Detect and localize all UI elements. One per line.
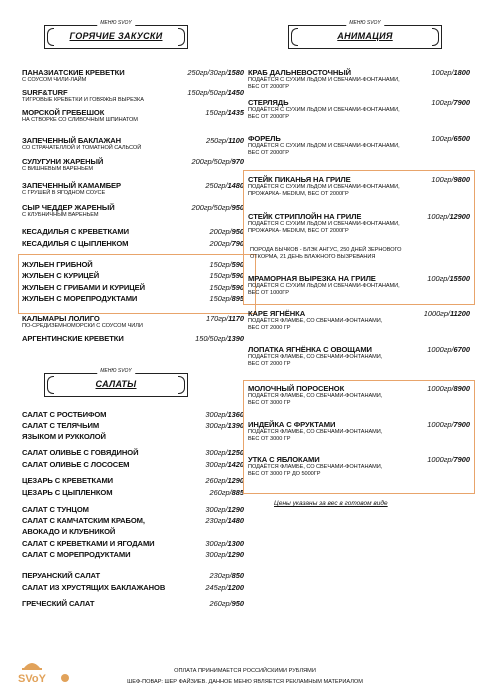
item-price-value: 1290	[227, 550, 244, 559]
item-price-value: 950	[231, 203, 244, 212]
menu-item	[22, 68, 244, 84]
item-price-value: 1480	[227, 181, 244, 190]
item-name: ЯЗЫКОМ И РУККОЛОЙ	[22, 432, 106, 441]
item-name: ЗАПЕЧЕННЫЙ БАКЛАЖАН	[22, 136, 122, 145]
item-price	[210, 239, 244, 248]
menu-item	[22, 157, 244, 173]
item-weight: 100гр/	[431, 68, 454, 77]
item-price-value: 7900	[453, 98, 470, 107]
item-note: ПОДАЁТСЯ ФЛАМБЕ, СО СВЕЧАМИ-ФОНТАНАМИ,	[248, 318, 383, 324]
item-weight: 260гр/	[205, 476, 228, 485]
item-name: SURF&TURF	[22, 88, 68, 97]
menu-item	[22, 410, 244, 419]
item-weight: 1000гр/	[423, 309, 450, 318]
item-name: КРАБ ДАЛЬНЕВОСТОЧНЫЙ	[248, 68, 351, 77]
item-note: ВЕС ОТ 2000ГР	[248, 150, 289, 156]
menu-item	[22, 108, 244, 124]
item-price-value: 7900	[453, 420, 470, 429]
item-weight: 100гр/	[427, 274, 450, 283]
item-price-value: 885	[231, 488, 244, 497]
item-price-value: 1290	[227, 505, 244, 514]
item-price	[205, 476, 244, 485]
item-name: ЗАПЕЧЕННЫЙ КАМАМБЕР	[22, 181, 121, 190]
item-price-value: 1580	[227, 68, 244, 77]
item-name: САЛАТ С ТУНЦОМ	[22, 505, 89, 514]
item-name: КАРЕ ЯГНЁНКА	[248, 309, 306, 318]
item-price	[195, 334, 244, 343]
item-weight: 230гр/	[205, 516, 228, 525]
menu-item	[22, 516, 244, 525]
item-name: СТЕЙК СТРИПЛОЙН НА ГРИЛЕ	[248, 212, 362, 221]
svg-text:SVoY: SVoY	[18, 673, 46, 685]
footer-payment: ОПЛАТА ПРИНИМАЕТСЯ РОССИЙСКИМИ РУБЛЯМИ	[174, 668, 316, 674]
menu-item	[22, 527, 244, 536]
item-price	[210, 227, 244, 236]
item-price-value: 790	[231, 239, 244, 248]
menu-item	[22, 181, 244, 197]
item-price	[205, 539, 244, 548]
item-price	[205, 516, 244, 525]
item-name: САЛАТ ОЛИВЬЕ С ГОВЯДИНОЙ	[22, 448, 139, 457]
item-weight: 260гр/	[209, 488, 232, 497]
item-note: ПОДАЁТСЯ С СУХИМ ЛЬДОМ И СВЕЧАМИ-ФОНТАНАМИ,	[248, 184, 400, 190]
item-name: МРАМОРНАЯ ВЫРЕЗКА НА ГРИЛЕ	[248, 274, 376, 283]
item-name: ЖУЛЬЕН ГРИБНОЙ	[22, 260, 93, 269]
item-name: ЛОПАТКА ЯГНЁНКА С ОВОЩАМИ	[248, 345, 372, 354]
item-note: ВЕС ОТ 1000ГР	[248, 290, 289, 296]
item-price-value: 1200	[227, 583, 244, 592]
item-name: АРГЕНТИНСКИЕ КРЕВЕТКИ	[22, 334, 124, 343]
item-price-value: 1450	[227, 88, 244, 97]
menu-item	[248, 134, 470, 157]
menu-item	[22, 334, 244, 343]
item-price	[205, 410, 244, 419]
item-weight: 100гр/	[431, 98, 454, 107]
item-price-value: 1300	[227, 539, 244, 548]
poultry-highlight-box	[243, 380, 475, 494]
item-note: ТИГРОВЫЕ КРЕВЕТКИ И ГОВЯЖЬЯ ВЫРЕЗКА	[22, 97, 144, 103]
item-price	[206, 314, 244, 323]
menu-item	[22, 488, 244, 497]
item-price	[210, 488, 244, 497]
menu-item	[22, 550, 244, 559]
item-weight: 1000гр/	[427, 455, 454, 464]
item-price-value: 7900	[453, 455, 470, 464]
item-weight: 250гр/30гр/	[187, 68, 228, 77]
item-name: ЖУЛЬЕН С КУРИЦЕЙ	[22, 271, 100, 280]
item-weight: 1000гр/	[427, 384, 454, 393]
menu-item	[22, 136, 244, 152]
item-price	[205, 505, 244, 514]
item-price-value: 1800	[453, 68, 470, 77]
item-price	[431, 134, 470, 143]
julienne-highlight-box	[18, 254, 256, 314]
menu-item	[22, 583, 244, 592]
item-name: САЛАТ С КАМЧАТСКИМ КРАБОМ,	[22, 516, 145, 525]
item-price	[205, 583, 244, 592]
breed-note-line: ОТКОРМА, 21 ДЕНЬ ВЛАЖНОГО ВЫЗРЕВАНИЯ	[250, 254, 376, 260]
footer-chef: ШЕФ-ПОВАР: ШЕР ФАЙЗИЕВ. ДАННОЕ МЕНЮ ЯВЛЯЕТСЯ РЕКЛАМНЫМ МАТЕРИАЛОМ	[127, 679, 363, 685]
item-note: С ГРУШЕЙ В ЯГОДНОМ СОУСЕ	[22, 190, 106, 196]
item-price-value: 1390	[227, 421, 244, 430]
item-note: ПОДАЁТСЯ С СУХИМ ЛЬДОМ И СВЕЧАМИ-ФОНТАНАМИ,	[248, 283, 400, 289]
breed-note	[250, 247, 470, 261]
item-price	[206, 136, 244, 145]
item-note: НА СТВОРКЕ СО СЛИВОЧНЫМ ШПИНАТОМ	[22, 117, 138, 123]
section-logo: МЕНЮ SVOY	[97, 368, 135, 374]
item-price-value: 8900	[453, 384, 470, 393]
item-weight: 300гр/	[205, 550, 228, 559]
item-price	[191, 157, 244, 166]
item-weight: 100гр/	[431, 175, 454, 184]
item-price	[205, 460, 244, 469]
breed-note-line: ПОРОДА БЫЧКОВ - БЛЭК АНГУС, 250 ДНЕЙ ЗЕРНОВОГО	[250, 247, 402, 253]
steak-highlight-box	[243, 170, 475, 305]
item-note: ВЕС ОТ 2000ГР	[248, 114, 289, 120]
section-header-hot	[44, 20, 188, 49]
item-note: ПО-СРЕДИЗЕМНОМОРСКИ С СОУСОМ ЧИЛИ	[22, 323, 143, 329]
item-weight: 150гр/50гр/	[187, 88, 228, 97]
item-price-value: 590	[231, 283, 244, 292]
menu-item	[248, 68, 470, 91]
menu-item	[22, 599, 244, 608]
item-weight: 300гр/	[205, 421, 228, 430]
item-note: ВЕС ОТ 2000ГР	[248, 84, 289, 90]
item-weight: 150гр/	[209, 260, 232, 269]
item-weight: 300гр/	[205, 448, 228, 457]
item-weight: 150/50гр/	[195, 334, 228, 343]
item-weight: 150гр/	[209, 294, 232, 303]
item-price-value: 1100	[228, 136, 244, 145]
menu-item	[22, 314, 244, 330]
item-weight: 100гр/	[431, 134, 454, 143]
item-name: ПЕРУАНСКИЙ САЛАТ	[22, 571, 101, 580]
item-weight: 200гр/	[209, 239, 232, 248]
item-price-value: 590	[231, 260, 244, 269]
item-note: ПОДАЁТСЯ ФЛАМБЕ, СО СВЕЧАМИ-ФОНТАНАМИ,	[248, 464, 383, 470]
item-note: ПОДАЁТСЯ ФЛАМБЕ, СО СВЕЧАМИ-ФОНТАНАМИ,	[248, 354, 383, 360]
item-price	[424, 309, 470, 318]
item-price-value: 9800	[453, 175, 470, 184]
menu-item	[22, 203, 244, 219]
menu-item	[22, 571, 244, 580]
item-price	[187, 68, 244, 77]
item-weight: 260гр/	[209, 599, 232, 608]
item-name: ЦЕЗАРЬ С ЦЫПЛЕНКОМ	[22, 488, 113, 497]
item-weight: 250гр/	[205, 136, 229, 145]
item-weight: 300гр/	[205, 539, 228, 548]
item-price-value: 11200	[449, 309, 470, 318]
item-name: ЦЕЗАРЬ С КРЕВЕТКАМИ	[22, 476, 114, 485]
item-price-value: 590	[231, 271, 244, 280]
item-price-value: 970	[231, 157, 244, 166]
section-title: САЛАТЫ	[95, 379, 137, 389]
item-name: ФОРЕЛЬ	[248, 134, 281, 143]
item-name: САЛАТ ИЗ ХРУСТЯЩИХ БАКЛАЖАНОВ	[22, 583, 166, 592]
item-note: ПОДАЁТСЯ ФЛАМБЕ, СО СВЕЧАМИ-ФОНТАНАМИ,	[248, 393, 383, 399]
item-name: СТЕРЛЯДЬ	[248, 98, 289, 107]
item-note: С ВИШНЕВЫМ ВАРЕНЬЕМ	[22, 166, 94, 172]
item-weight: 300гр/	[205, 505, 228, 514]
item-name: ГРЕЧЕСКИЙ САЛАТ	[22, 599, 95, 608]
section-header-anim	[288, 20, 442, 49]
item-price-value: 6500	[453, 134, 470, 143]
section-title: АНИМАЦИЯ	[337, 31, 393, 41]
item-note: ВЕС ОТ 2000 ГР	[248, 325, 291, 331]
item-note: ПОДАЁТСЯ С СУХИМ ЛЬДОМ И СВЕЧАМИ-ФОНТАНАМИ,	[248, 143, 400, 149]
item-name: СЫР ЧЕДДЕР ЖАРЕНЫЙ	[22, 203, 115, 212]
item-note: ПРОЖАРКА- MEDIUM, ВЕС ОТ 2000ГР	[248, 228, 349, 234]
item-price-value: 1290	[227, 476, 244, 485]
item-price-value: 1435	[227, 108, 244, 117]
item-weight: 300гр/	[205, 410, 228, 419]
item-price-value: 895	[231, 294, 244, 303]
item-price-value: 950	[231, 599, 244, 608]
item-name: КЕСАДИЛЬЯ С ЦЫПЛЕНКОМ	[22, 239, 129, 248]
section-logo: МЕНЮ SVOY	[97, 20, 135, 26]
item-name: ЖУЛЬЕН С МОРЕПРОДУКТАМИ	[22, 294, 138, 303]
item-price	[205, 448, 244, 457]
item-price	[191, 203, 244, 212]
item-price	[205, 421, 244, 430]
menu-item	[248, 309, 470, 332]
item-name: СУЛУГУНИ ЖАРЕНЫЙ	[22, 157, 104, 166]
menu-item	[22, 227, 244, 236]
item-note: ВЕС ОТ 3000 ГР ДО 5000ГР	[248, 471, 321, 477]
item-weight: 300гр/	[205, 460, 228, 469]
item-price-value: 850	[231, 571, 244, 580]
section-logo: МЕНЮ SVOY	[346, 20, 384, 26]
item-name: САЛАТ ОЛИВЬЕ С ЛОСОСЕМ	[22, 460, 130, 469]
item-note: ПРОЖАРКА- MEDIUM, ВЕС ОТ 2000ГР	[248, 191, 349, 197]
menu-item	[22, 448, 244, 457]
item-name: УТКА С ЯБЛОКАМИ	[248, 455, 320, 464]
menu-item	[248, 345, 470, 368]
item-note: СО СТРАЧАТЕЛЛОЙ И ТОМАТНОЙ САЛЬСОЙ	[22, 145, 142, 151]
item-weight: 150гр/	[205, 108, 228, 117]
item-price-value: 6700	[453, 345, 470, 354]
item-weight: 100гр/	[427, 212, 450, 221]
menu-item	[22, 539, 244, 548]
price-note: Цены указаны за вес в готовом виде	[274, 500, 388, 507]
item-name: САЛАТ С МОРЕПРОДУКТАМИ	[22, 550, 131, 559]
item-price-value: 15500	[449, 274, 470, 283]
item-note: ПОДАЁТСЯ ФЛАМБЕ, СО СВЕЧАМИ-ФОНТАНАМИ,	[248, 429, 383, 435]
item-note: ВЕС ОТ 3000 ГР	[248, 436, 291, 442]
menu-item	[22, 476, 244, 485]
menu-item	[22, 421, 244, 430]
item-price-value: 950	[231, 227, 244, 236]
item-weight: 1000гр/	[427, 420, 454, 429]
menu-item	[22, 460, 244, 469]
item-weight: 245гр/	[205, 583, 228, 592]
item-weight: 230гр/	[209, 571, 232, 580]
item-name: АВОКАДО И КЛУБНИКОЙ	[22, 527, 116, 536]
item-weight: 200гр/	[209, 227, 232, 236]
item-note: ПОДАЁТСЯ С СУХИМ ЛЬДОМ И СВЕЧАМИ-ФОНТАНАМИ,	[248, 77, 400, 83]
item-price	[431, 98, 470, 107]
item-price	[205, 550, 244, 559]
item-note: С КЛУБНИЧНЫМ ВАРЕНЬЕМ	[22, 212, 99, 218]
item-price-value: 1250	[227, 448, 244, 457]
item-price	[210, 571, 244, 580]
item-weight: 170гр/	[205, 314, 229, 323]
menu-item	[248, 98, 470, 121]
item-weight: 200гр/50гр/	[191, 203, 232, 212]
item-note: ВЕС ОТ 3000 ГР	[248, 400, 291, 406]
item-price	[205, 181, 244, 190]
item-price-value: 1170	[228, 314, 244, 323]
item-price-value: 12900	[449, 212, 470, 221]
menu-item	[22, 505, 244, 514]
item-weight: 1000гр/	[427, 345, 454, 354]
section-title: ГОРЯЧИЕ ЗАКУСКИ	[69, 31, 163, 41]
item-note: ВЕС ОТ 2000 ГР	[248, 361, 291, 367]
item-name: ПАНАЗИАТСКИЕ КРЕВЕТКИ	[22, 68, 125, 77]
item-price-value: 1390	[227, 334, 244, 343]
item-note: ПОДАЁТСЯ С СУХИМ ЛЬДОМ И СВЕЧАМИ-ФОНТАНАМИ,	[248, 221, 400, 227]
item-price-value: 1420	[227, 460, 244, 469]
item-price	[427, 345, 470, 354]
item-name: ИНДЕЙКА С ФРУКТАМИ	[248, 420, 336, 429]
item-weight: 150гр/	[209, 283, 232, 292]
item-name: САЛАТ С РОСТБИФОМ	[22, 410, 107, 419]
item-name: КЕСАДИЛЬЯ С КРЕВЕТКАМИ	[22, 227, 129, 236]
menu-item	[22, 239, 244, 248]
item-price	[187, 88, 244, 97]
item-name: КАЛЬМАРЫ ЛОЛИГО	[22, 314, 100, 323]
item-note: С СОУСОМ ЧИЛИ-ЛАЙМ	[22, 77, 87, 83]
item-name: МОЛОЧНЫЙ ПОРОСЕНОК	[248, 384, 345, 393]
item-name: ЖУЛЬЕН С ГРИБАМИ И КУРИЦЕЙ	[22, 283, 146, 292]
item-weight: 200гр/50гр/	[191, 157, 232, 166]
item-name: САЛАТ С ТЕЛЯЧЬИМ	[22, 421, 100, 430]
item-price	[210, 599, 244, 608]
item-name: СТЕЙК ПИКАНЬЯ НА ГРИЛЕ	[248, 175, 351, 184]
item-note: ПОДАЁТСЯ С СУХИМ ЛЬДОМ И СВЕЧАМИ-ФОНТАНАМИ,	[248, 107, 400, 113]
item-price	[431, 68, 470, 77]
item-price-value: 1360	[227, 410, 244, 419]
item-price	[205, 108, 244, 117]
menu-item	[22, 88, 244, 104]
item-name: САЛАТ С КРЕВЕТКАМИ И ЯГОДАМИ	[22, 539, 155, 548]
menu-item	[22, 432, 244, 441]
item-name: МОРСКОЙ ГРЕБЕШОК	[22, 108, 105, 117]
section-header-salads	[44, 368, 188, 397]
item-weight: 150гр/	[209, 271, 232, 280]
item-price-value: 1480	[227, 516, 244, 525]
item-weight: 250гр/	[205, 181, 228, 190]
